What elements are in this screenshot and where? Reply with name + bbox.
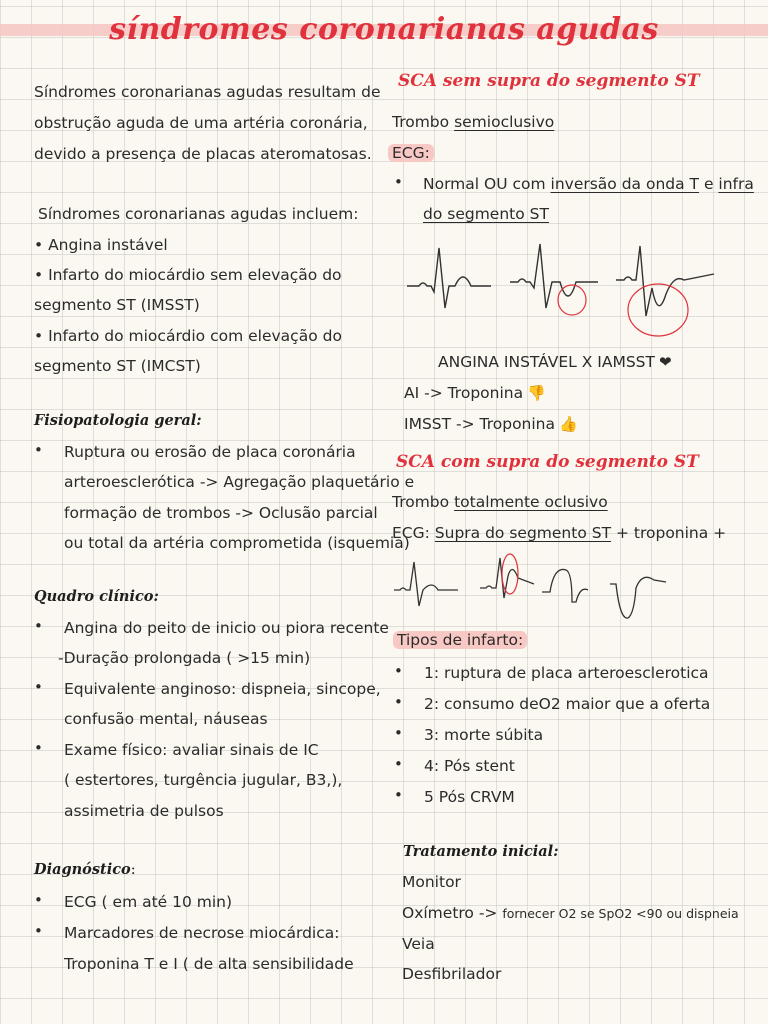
tipo-5: 5 Pós CRVM: [424, 788, 515, 806]
quadro-line-5: Exame físico: avaliar sinais de IC: [64, 741, 319, 759]
bullet: •: [34, 678, 43, 696]
bullet: •: [394, 173, 403, 191]
quadro-line-6: ( estertores, turgência jugular, B3,),: [64, 771, 343, 789]
ecg1-text-c: e: [699, 175, 719, 193]
intro-line-2: obstrução aguda de uma artéria coronária,: [34, 114, 368, 132]
diag-title-colon: :: [130, 862, 136, 878]
trat-monitor: Monitor: [402, 873, 461, 891]
trat-oximetro: [402, 903, 739, 924]
thumbs-up-icon: 👍: [559, 415, 578, 433]
page-title: síndromes coronarianas agudas: [109, 12, 659, 47]
diag-line-2: Marcadores de necrose miocárdica:: [64, 924, 340, 942]
bullet: •: [34, 441, 43, 459]
tipos-title-text: Tipos de infarto:: [393, 631, 527, 649]
tipo-2: 2: consumo deO2 maior que a oferta: [424, 695, 711, 713]
quadro-line-1: Angina do peito de inicio ou piora recente: [64, 619, 389, 637]
fisio-line-1: Ruptura ou erosão de placa coronária: [64, 443, 356, 461]
tipo-4: 4: Pós stent: [424, 757, 515, 775]
bullet: •: [394, 724, 403, 742]
quadro-line-4: confusão mental, náuseas: [64, 710, 268, 728]
nstemi-title: SCA sem supra do segmento ST: [398, 71, 700, 91]
ecg-sketch-t-inversion: [508, 238, 603, 328]
tipo-1: 1: ruptura de placa arteroesclerotica: [424, 664, 709, 682]
quadro-line-2: -Duração prolongada ( >15 min): [58, 649, 311, 667]
fisio-line-4: ou total da artéria comprometida (isquemia): [64, 534, 410, 552]
trombo2-type: totalmente oclusivo: [454, 493, 608, 511]
bullet: •: [394, 693, 403, 711]
trombo-oclusivo: [392, 492, 608, 512]
trombo-type: semioclusivo: [454, 113, 555, 131]
ecg-sketch-stemi-3: [540, 562, 590, 612]
trombo2-label: Trombo: [392, 493, 455, 511]
stemi-title: SCA com supra do segmento ST: [396, 452, 699, 472]
bullet: •: [34, 922, 43, 940]
ecg1-text-e: do segmento ST: [423, 205, 549, 223]
ecg1-text-d: infra: [718, 175, 754, 193]
intro-line-3: devido a presença de placas ateromatosas.: [34, 145, 372, 163]
quadro-line-3: Equivalente anginoso: dispneia, sincope,: [64, 680, 381, 698]
include-item-1: • Angina instável: [34, 236, 168, 254]
thumbs-down-icon: 👎: [527, 384, 546, 402]
ecg2-text-a: ECG:: [392, 524, 435, 542]
ecg2-text-b: Supra do segmento ST: [434, 524, 612, 542]
ai-troponina-text: AI -> Troponina: [404, 384, 524, 402]
bullet: •: [34, 891, 43, 909]
diag-title-text: Diagnóstico: [34, 861, 131, 878]
compare-title-text: ANGINA INSTÁVEL X IAMSST: [438, 353, 655, 371]
imsst-troponina: [404, 414, 578, 434]
trat-desfibrilador: Desfibrilador: [402, 965, 502, 983]
ecg-sketch-stemi-4: [608, 562, 668, 624]
ecg-sketch-stemi-1: [392, 556, 462, 616]
quadro-title: Quadro clínico:: [34, 588, 159, 605]
trat-veia: Veia: [402, 935, 435, 953]
tipos-title: [393, 630, 527, 650]
ecg1-line-2: [423, 204, 549, 224]
intro-line-1: Síndromes coronarianas agudas resultam de: [34, 83, 381, 101]
fisio-line-3: formação de trombos -> Oclusão parcial: [64, 504, 378, 522]
include-item-2-cont: segmento ST (IMSST): [34, 296, 200, 314]
bullet: •: [394, 786, 403, 804]
fisio-line-2: arteroesclerótica -> Agregação plaquetário e: [64, 473, 415, 491]
trat-oximetro-note: fornecer O2 se SpO2 <90 ou dispneia: [502, 906, 739, 921]
bullet: •: [394, 662, 403, 680]
ecg-sketch-normal: [405, 238, 495, 328]
diag-line-1: ECG ( em até 10 min): [64, 893, 233, 911]
quadro-line-7: assimetria de pulsos: [64, 802, 224, 820]
bullet: •: [34, 617, 43, 635]
ecg-label-1: [388, 143, 434, 163]
include-item-3: • Infarto do miocárdio com elevação do: [34, 327, 342, 345]
ai-troponina: [404, 383, 546, 403]
trat-oximetro-text: Oxímetro ->: [402, 904, 503, 922]
tipo-3: 3: morte súbita: [424, 726, 544, 744]
ecg-sketch-st-depression: [614, 238, 724, 348]
include-item-3-cont: segmento ST (IMCST): [34, 357, 201, 375]
bullet: •: [34, 739, 43, 757]
heart-icon: ❤: [659, 353, 672, 371]
include-title: Síndromes coronarianas agudas incluem:: [38, 205, 359, 223]
diag-line-3: Troponina T e I ( de alta sensibilidade: [64, 955, 354, 973]
ecg-label-text: ECG:: [388, 144, 434, 162]
imsst-troponina-text: IMSST -> Troponina: [404, 415, 556, 433]
ecg2-line: [392, 523, 726, 543]
include-item-2: • Infarto do miocárdio sem elevação do: [34, 266, 342, 284]
ecg1-text-b: inversão da onda T: [550, 175, 700, 193]
trombo-semioclusivo: [392, 112, 554, 132]
compare-title: [438, 352, 672, 372]
diag-title: [34, 861, 136, 878]
bullet: •: [394, 755, 403, 773]
ecg1-text-a: Normal OU com: [423, 175, 551, 193]
ecg1-line-1: [423, 174, 754, 194]
fisio-title: Fisiopatologia geral:: [34, 412, 202, 429]
ecg-sketch-stemi-2: [478, 548, 538, 612]
trat-title: Tratamento inicial:: [403, 843, 559, 860]
ecg2-text-c: + troponina +: [611, 524, 727, 542]
trombo-label: Trombo: [392, 113, 455, 131]
